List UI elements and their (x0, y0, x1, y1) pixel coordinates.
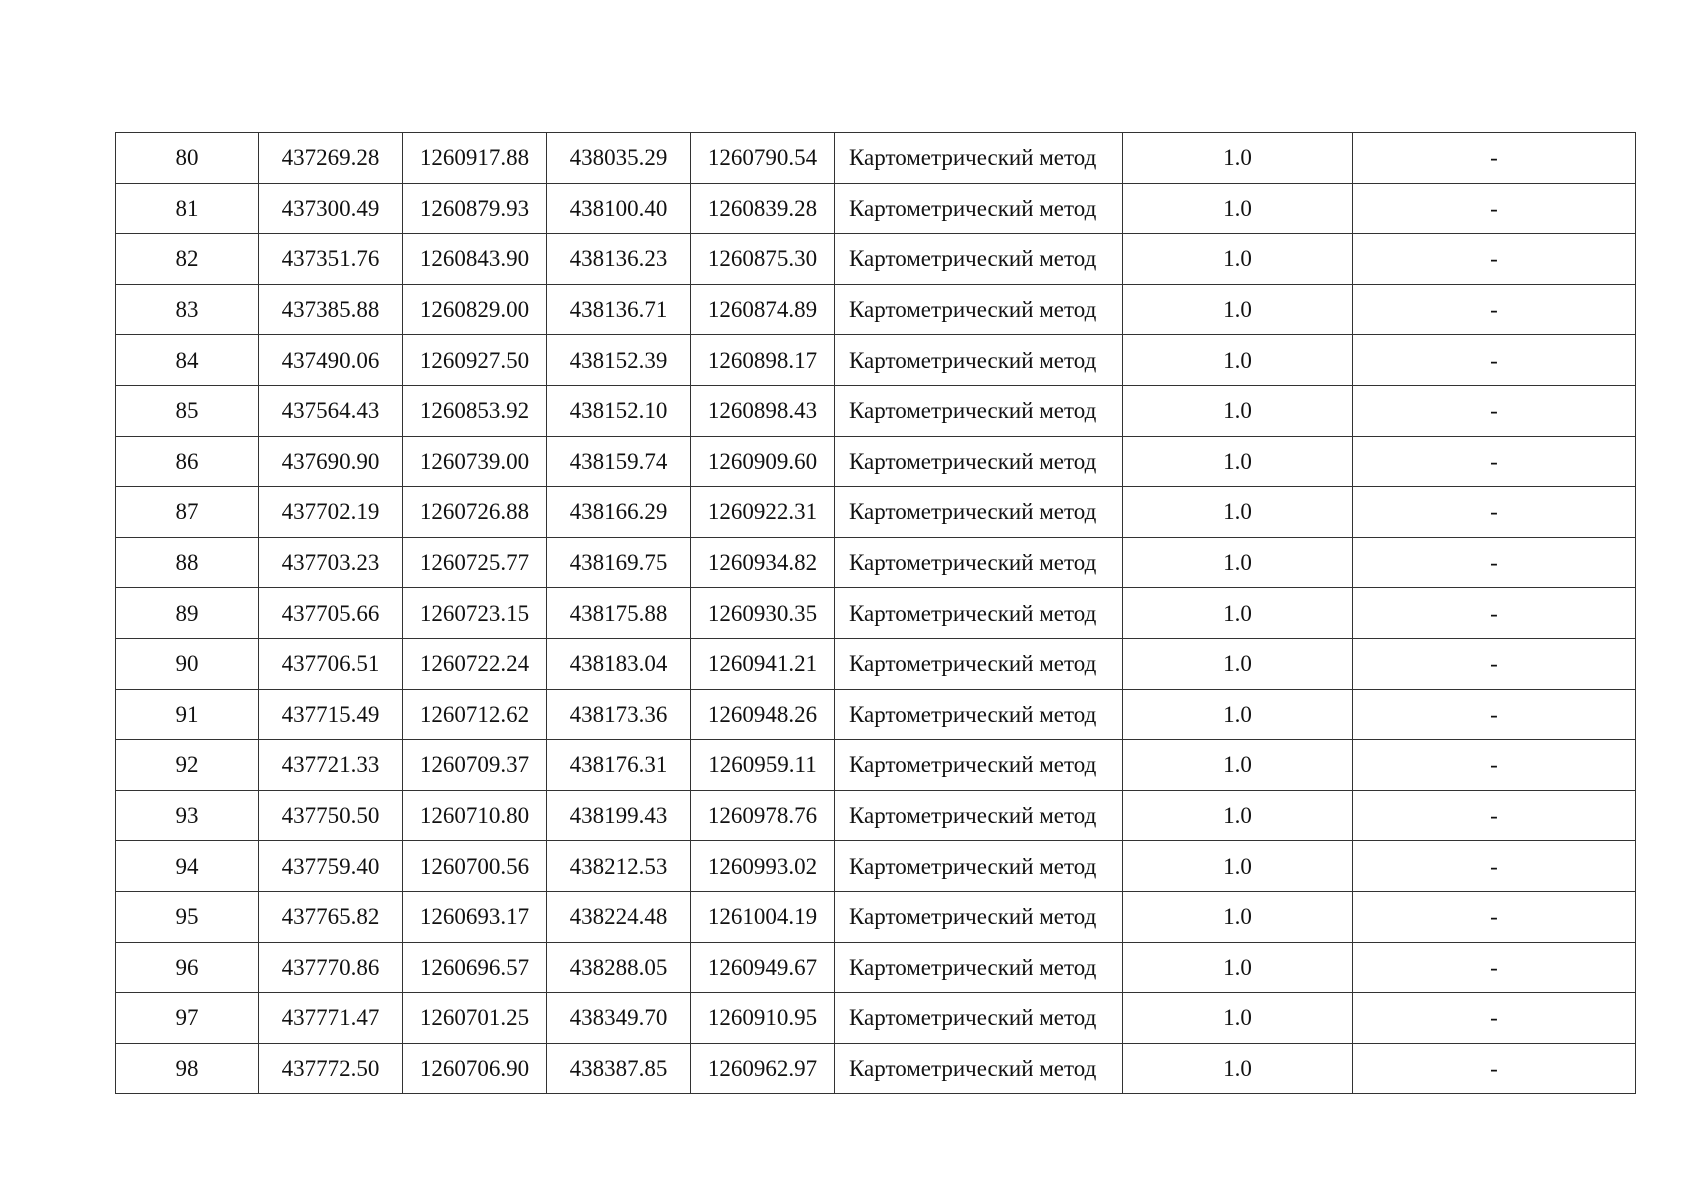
accuracy-cell: 1.0 (1123, 385, 1353, 436)
x-existing-cell: 437759.40 (259, 841, 403, 892)
point-number-cell: 82 (116, 234, 259, 285)
y-new-cell: 1260959.11 (691, 740, 835, 791)
accuracy-cell: 1.0 (1123, 537, 1353, 588)
y-new-cell: 1260839.28 (691, 183, 835, 234)
accuracy-cell: 1.0 (1123, 487, 1353, 538)
y-existing-cell: 1260709.37 (403, 740, 547, 791)
x-new-cell: 438166.29 (547, 487, 691, 538)
point-number-cell: 90 (116, 638, 259, 689)
description-cell: - (1353, 891, 1636, 942)
y-new-cell: 1260909.60 (691, 436, 835, 487)
point-number-cell: 92 (116, 740, 259, 791)
method-cell: Картометрический метод (835, 1043, 1123, 1094)
method-cell: Картометрический метод (835, 689, 1123, 740)
y-new-cell: 1260898.43 (691, 385, 835, 436)
table-row (116, 133, 1636, 184)
x-existing-cell: 437702.19 (259, 487, 403, 538)
description-cell: - (1353, 537, 1636, 588)
point-number-cell: 93 (116, 790, 259, 841)
method-cell: Картометрический метод (835, 284, 1123, 335)
method-cell: Картометрический метод (835, 588, 1123, 639)
point-number-cell: 86 (116, 436, 259, 487)
description-cell: - (1353, 284, 1636, 335)
accuracy-cell: 1.0 (1123, 436, 1353, 487)
description-cell: - (1353, 841, 1636, 892)
description-cell: - (1353, 993, 1636, 1044)
y-existing-cell: 1260726.88 (403, 487, 547, 538)
accuracy-cell: 1.0 (1123, 942, 1353, 993)
table-row (116, 841, 1636, 892)
accuracy-cell: 1.0 (1123, 841, 1353, 892)
table-body (116, 133, 1636, 1094)
method-cell: Картометрический метод (835, 234, 1123, 285)
x-new-cell: 438152.39 (547, 335, 691, 386)
accuracy-cell: 1.0 (1123, 234, 1353, 285)
y-new-cell: 1260941.21 (691, 638, 835, 689)
y-new-cell: 1260898.17 (691, 335, 835, 386)
y-new-cell: 1260790.54 (691, 133, 835, 184)
description-cell: - (1353, 436, 1636, 487)
description-cell: - (1353, 133, 1636, 184)
y-new-cell: 1261004.19 (691, 891, 835, 942)
description-cell: - (1353, 183, 1636, 234)
x-new-cell: 438136.23 (547, 234, 691, 285)
description-cell: - (1353, 638, 1636, 689)
point-number-cell: 87 (116, 487, 259, 538)
x-existing-cell: 437705.66 (259, 588, 403, 639)
method-cell: Картометрический метод (835, 993, 1123, 1044)
method-cell: Картометрический метод (835, 891, 1123, 942)
x-new-cell: 438035.29 (547, 133, 691, 184)
y-existing-cell: 1260710.80 (403, 790, 547, 841)
y-new-cell: 1260875.30 (691, 234, 835, 285)
point-number-cell: 88 (116, 537, 259, 588)
x-new-cell: 438288.05 (547, 942, 691, 993)
y-existing-cell: 1260879.93 (403, 183, 547, 234)
table-row (116, 740, 1636, 791)
point-number-cell: 91 (116, 689, 259, 740)
accuracy-cell: 1.0 (1123, 1043, 1353, 1094)
accuracy-cell: 1.0 (1123, 891, 1353, 942)
description-cell: - (1353, 790, 1636, 841)
y-existing-cell: 1260917.88 (403, 133, 547, 184)
x-new-cell: 438173.36 (547, 689, 691, 740)
method-cell: Картометрический метод (835, 537, 1123, 588)
y-existing-cell: 1260712.62 (403, 689, 547, 740)
table-row (116, 942, 1636, 993)
x-existing-cell: 437490.06 (259, 335, 403, 386)
table-row (116, 891, 1636, 942)
y-existing-cell: 1260853.92 (403, 385, 547, 436)
y-existing-cell: 1260706.90 (403, 1043, 547, 1094)
point-number-cell: 97 (116, 993, 259, 1044)
x-new-cell: 438176.31 (547, 740, 691, 791)
accuracy-cell: 1.0 (1123, 133, 1353, 184)
method-cell: Картометрический метод (835, 942, 1123, 993)
x-existing-cell: 437300.49 (259, 183, 403, 234)
x-existing-cell: 437750.50 (259, 790, 403, 841)
method-cell: Картометрический метод (835, 385, 1123, 436)
method-cell: Картометрический метод (835, 335, 1123, 386)
x-new-cell: 438100.40 (547, 183, 691, 234)
description-cell: - (1353, 942, 1636, 993)
point-number-cell: 85 (116, 385, 259, 436)
point-number-cell: 89 (116, 588, 259, 639)
x-new-cell: 438175.88 (547, 588, 691, 639)
y-new-cell: 1260874.89 (691, 284, 835, 335)
x-new-cell: 438159.74 (547, 436, 691, 487)
x-existing-cell: 437715.49 (259, 689, 403, 740)
method-cell: Картометрический метод (835, 740, 1123, 791)
x-existing-cell: 437771.47 (259, 993, 403, 1044)
x-existing-cell: 437269.28 (259, 133, 403, 184)
table-row (116, 1043, 1636, 1094)
x-existing-cell: 437703.23 (259, 537, 403, 588)
table-row (116, 993, 1636, 1044)
point-number-cell: 94 (116, 841, 259, 892)
x-new-cell: 438152.10 (547, 385, 691, 436)
description-cell: - (1353, 234, 1636, 285)
y-new-cell: 1260949.67 (691, 942, 835, 993)
y-existing-cell: 1260843.90 (403, 234, 547, 285)
x-existing-cell: 437772.50 (259, 1043, 403, 1094)
y-new-cell: 1260978.76 (691, 790, 835, 841)
y-existing-cell: 1260693.17 (403, 891, 547, 942)
table-row (116, 335, 1636, 386)
accuracy-cell: 1.0 (1123, 284, 1353, 335)
point-number-cell: 98 (116, 1043, 259, 1094)
description-cell: - (1353, 689, 1636, 740)
method-cell: Картометрический метод (835, 133, 1123, 184)
x-new-cell: 438349.70 (547, 993, 691, 1044)
x-existing-cell: 437690.90 (259, 436, 403, 487)
accuracy-cell: 1.0 (1123, 740, 1353, 791)
accuracy-cell: 1.0 (1123, 183, 1353, 234)
y-existing-cell: 1260927.50 (403, 335, 547, 386)
x-existing-cell: 437765.82 (259, 891, 403, 942)
y-new-cell: 1260930.35 (691, 588, 835, 639)
y-new-cell: 1260910.95 (691, 993, 835, 1044)
accuracy-cell: 1.0 (1123, 993, 1353, 1044)
description-cell: - (1353, 335, 1636, 386)
table-row (116, 436, 1636, 487)
table-row (116, 385, 1636, 436)
table-row (116, 689, 1636, 740)
point-number-cell: 83 (116, 284, 259, 335)
x-existing-cell: 437706.51 (259, 638, 403, 689)
x-existing-cell: 437770.86 (259, 942, 403, 993)
y-existing-cell: 1260696.57 (403, 942, 547, 993)
x-new-cell: 438199.43 (547, 790, 691, 841)
table-row (116, 588, 1636, 639)
description-cell: - (1353, 588, 1636, 639)
method-cell: Картометрический метод (835, 487, 1123, 538)
method-cell: Картометрический метод (835, 841, 1123, 892)
y-existing-cell: 1260739.00 (403, 436, 547, 487)
table-row (116, 790, 1636, 841)
point-number-cell: 80 (116, 133, 259, 184)
point-number-cell: 84 (116, 335, 259, 386)
method-cell: Картометрический метод (835, 183, 1123, 234)
accuracy-cell: 1.0 (1123, 638, 1353, 689)
x-new-cell: 438387.85 (547, 1043, 691, 1094)
description-cell: - (1353, 740, 1636, 791)
accuracy-cell: 1.0 (1123, 335, 1353, 386)
x-existing-cell: 437564.43 (259, 385, 403, 436)
table-row (116, 234, 1636, 285)
x-new-cell: 438136.71 (547, 284, 691, 335)
x-existing-cell: 437385.88 (259, 284, 403, 335)
x-new-cell: 438224.48 (547, 891, 691, 942)
y-existing-cell: 1260700.56 (403, 841, 547, 892)
table-row (116, 183, 1636, 234)
y-new-cell: 1260993.02 (691, 841, 835, 892)
x-new-cell: 438212.53 (547, 841, 691, 892)
y-existing-cell: 1260701.25 (403, 993, 547, 1044)
table-row (116, 284, 1636, 335)
description-cell: - (1353, 487, 1636, 538)
y-existing-cell: 1260829.00 (403, 284, 547, 335)
x-existing-cell: 437351.76 (259, 234, 403, 285)
y-existing-cell: 1260725.77 (403, 537, 547, 588)
y-existing-cell: 1260722.24 (403, 638, 547, 689)
description-cell: - (1353, 1043, 1636, 1094)
x-new-cell: 438169.75 (547, 537, 691, 588)
table-row (116, 487, 1636, 538)
point-number-cell: 95 (116, 891, 259, 942)
accuracy-cell: 1.0 (1123, 790, 1353, 841)
method-cell: Картометрический метод (835, 436, 1123, 487)
y-new-cell: 1260922.31 (691, 487, 835, 538)
point-number-cell: 81 (116, 183, 259, 234)
method-cell: Картометрический метод (835, 638, 1123, 689)
x-new-cell: 438183.04 (547, 638, 691, 689)
coordinates-table (115, 132, 1636, 1094)
y-new-cell: 1260962.97 (691, 1043, 835, 1094)
accuracy-cell: 1.0 (1123, 689, 1353, 740)
table-row (116, 537, 1636, 588)
y-new-cell: 1260934.82 (691, 537, 835, 588)
x-existing-cell: 437721.33 (259, 740, 403, 791)
point-number-cell: 96 (116, 942, 259, 993)
method-cell: Картометрический метод (835, 790, 1123, 841)
description-cell: - (1353, 385, 1636, 436)
y-existing-cell: 1260723.15 (403, 588, 547, 639)
y-new-cell: 1260948.26 (691, 689, 835, 740)
accuracy-cell: 1.0 (1123, 588, 1353, 639)
table-row (116, 638, 1636, 689)
